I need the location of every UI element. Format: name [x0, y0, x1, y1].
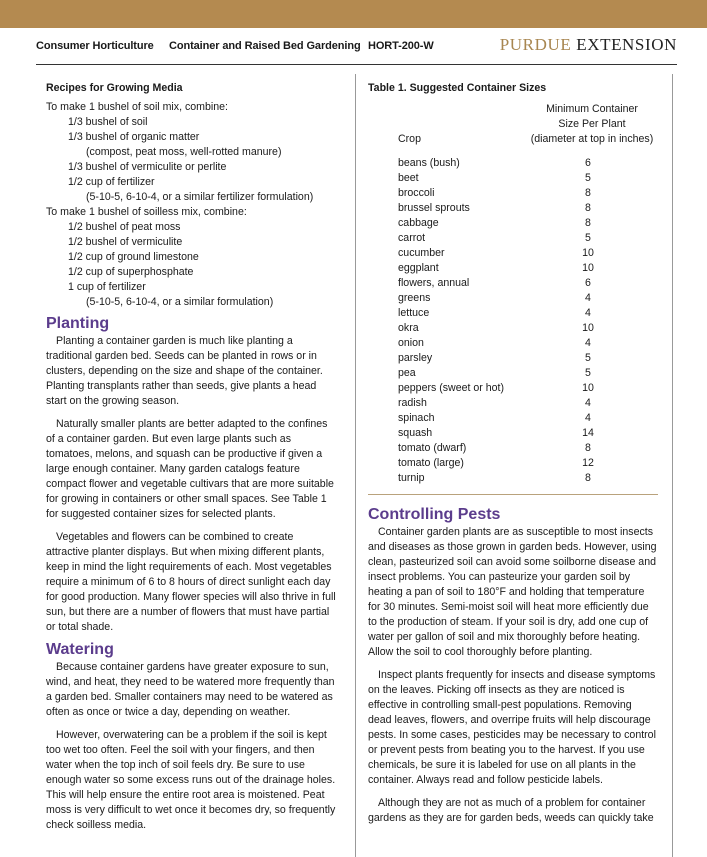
table-cell-crop: pea: [398, 367, 416, 379]
table-cell-size: 6: [585, 157, 591, 169]
table-cell-size: 5: [585, 352, 591, 364]
table-rule: [368, 494, 658, 495]
table-cell-size: 8: [585, 442, 591, 454]
table-cell-size: 5: [585, 232, 591, 244]
table-cell-size: 8: [585, 187, 591, 199]
table-row: [368, 246, 658, 261]
table-cell-size: 4: [585, 412, 591, 424]
watering-heading: Watering: [46, 641, 114, 658]
recipe-line: 1/3 bushel of vermiculite or perlite: [68, 161, 227, 173]
table-cell-crop: lettuce: [398, 307, 430, 319]
table-cell-size: 8: [585, 217, 591, 229]
table-cell-size: 8: [585, 202, 591, 214]
table-header-size-line: (diameter at top in inches): [530, 133, 654, 145]
table-row: [368, 231, 658, 246]
recipe-line: 1/2 bushel of peat moss: [68, 221, 181, 233]
recipe-note: (5-10-5, 6-10-4, or a similar formulation): [86, 296, 274, 308]
planting-paragraph-3: Vegetables and flowers can be combined to create attractive planter displays. But when mixing different plants, keep in mind the light requirements of each. Most vegetables require a minimum of 6 to 8 hours of direct sunlight each day for good production. Many flower species will also thrive in full sun, but there are a number of flowers that must have partial or total shade.: [46, 531, 336, 633]
recipe-line: 1/2 cup of ground limestone: [68, 251, 199, 263]
table-row: [368, 291, 658, 306]
table-cell-crop: beans (bush): [398, 157, 460, 169]
pests-heading: Controlling Pests: [368, 506, 501, 523]
brand-purdue: PURDUE: [499, 35, 572, 54]
table-header: [368, 102, 658, 146]
top-color-band: [0, 0, 707, 28]
watering-paragraph-1: Because container gardens have greater exposure to sun, wind, and heat, they need to be watered more frequently than a garden bed. Smaller containers may need to be watered as often as once or twice a day, depending on weather.: [46, 661, 335, 718]
table-cell-size: 4: [585, 292, 591, 304]
table-cell-size: 4: [585, 397, 591, 409]
table-cell-size: 10: [582, 262, 594, 274]
table-cell-crop: turnip: [398, 472, 425, 484]
planting-heading: Planting: [46, 315, 110, 332]
table-cell-crop: greens: [398, 292, 431, 304]
table-row: [368, 306, 658, 321]
table-row: [368, 471, 658, 486]
table-header-size-line: Size Per Plant: [558, 118, 626, 130]
table-cell-crop: radish: [398, 397, 427, 409]
table-row: [368, 171, 658, 186]
right-column: [368, 81, 658, 826]
table-cell-size: 10: [582, 247, 594, 259]
table-row: [368, 321, 658, 336]
table-cell-crop: peppers (sweet or hot): [398, 382, 504, 394]
recipe-line: 1/2 cup of fertilizer: [68, 176, 155, 188]
table-row: [368, 351, 658, 366]
table-row: [368, 396, 658, 411]
purdue-extension-logo: [500, 35, 677, 55]
table-header-size-line: Minimum Container: [546, 103, 638, 115]
soilless-mix-intro: To make 1 bushel of soilless mix, combine:: [46, 206, 247, 218]
table-header-size: [530, 102, 654, 147]
table-cell-crop: spinach: [398, 412, 435, 424]
table-row: [368, 261, 658, 276]
recipe-line: 1/2 bushel of vermiculite: [68, 236, 183, 248]
table-row: [368, 426, 658, 441]
table-cell-size: 4: [585, 337, 591, 349]
recipe-note: (5-10-5, 6-10-4, or a similar fertilizer formulation): [86, 191, 314, 203]
table-cell-size: 8: [585, 472, 591, 484]
table-cell-crop: beet: [398, 172, 419, 184]
table-body: [368, 156, 658, 486]
brand-extension: EXTENSION: [576, 35, 677, 54]
table-cell-crop: okra: [398, 322, 419, 334]
table-row: [368, 216, 658, 231]
table-cell-crop: parsley: [398, 352, 433, 364]
recipe-line: 1/3 bushel of organic matter: [68, 131, 200, 143]
header-section: Consumer Horticulture: [36, 40, 154, 52]
header-code: HORT-200-W: [368, 40, 434, 52]
table-cell-size: 10: [582, 382, 594, 394]
table-cell-size: 5: [585, 367, 591, 379]
table-cell-size: 12: [582, 457, 594, 469]
pests-paragraph-3: Although they are not as much of a problem for container gardens as they are for garden beds, weeds can quickly take: [368, 797, 654, 824]
table-row: [368, 456, 658, 471]
table-header-crop: Crop: [398, 133, 421, 145]
table-title: Table 1. Suggested Container Sizes: [368, 82, 547, 94]
table-row: [368, 411, 658, 426]
table-cell-crop: broccoli: [398, 187, 435, 199]
watering-paragraph-2: However, overwatering can be a problem if the soil is kept too wet too often. Feel the soil with your fingers, and then water when the top inch of soil feels dry. Be sure to use enough water so some excess runs out of the drainage holes. This will help ensure the entire root area is moistened. Peat moss is very difficult to wet once it becomes dry, so frequently check soilless media.: [46, 729, 336, 831]
pests-paragraph-2: Inspect plants frequently for insects and disease symptoms on the leaves. Picking off insects as they are noticed is effective in controlling small-pest populations. Removing dead leaves, flowers, and overripe fruits will help discourage pests. In some cases, pesticides may be necessary to control or prevent pests from beating you to the harvest. If you use chemicals, be sure it is labeled for use on all plants in the container. Always read and follow pesticide labels.: [368, 669, 656, 786]
table-cell-size: 4: [585, 307, 591, 319]
header-rule: [36, 64, 677, 65]
table-cell-crop: cabbage: [398, 217, 439, 229]
recipe-line: 1/3 bushel of soil: [68, 116, 148, 128]
soil-mix-intro: To make 1 bushel of soil mix, combine:: [46, 101, 228, 113]
table-cell-crop: eggplant: [398, 262, 439, 274]
header-title: Container and Raised Bed Gardening: [169, 40, 361, 52]
recipe-line: 1/2 cup of superphosphate: [68, 266, 194, 278]
table-row: [368, 366, 658, 381]
table-cell-crop: carrot: [398, 232, 426, 244]
table-cell-size: 14: [582, 427, 594, 439]
table-row: [368, 201, 658, 216]
table-row: [368, 336, 658, 351]
table-row: [368, 186, 658, 201]
table-row: [368, 156, 658, 171]
table-cell-size: 10: [582, 322, 594, 334]
table-cell-crop: flowers, annual: [398, 277, 470, 289]
table-row: [368, 381, 658, 396]
table-row: [368, 276, 658, 291]
table-cell-crop: brussel sprouts: [398, 202, 470, 214]
page-header: [36, 35, 677, 56]
recipes-title: Recipes for Growing Media: [46, 82, 183, 94]
table-cell-size: 5: [585, 172, 591, 184]
recipe-note: (compost, peat moss, well-rotted manure): [86, 146, 282, 158]
planting-paragraph-1: Planting a container garden is much like planting a traditional garden bed. Seeds can be planted in rows or in clusters, depending on the size and shape of the container. Planting transplants rather than seeds, give plants a head start on the growing season.: [46, 335, 323, 407]
table-cell-crop: squash: [398, 427, 433, 439]
column-divider-right: [672, 74, 673, 857]
left-column: [46, 81, 338, 833]
table-cell-crop: tomato (dwarf): [398, 442, 467, 454]
recipe-line: 1 cup of fertilizer: [68, 281, 146, 293]
column-divider-left: [355, 74, 356, 857]
planting-paragraph-2: Naturally smaller plants are better adapted to the confines of a container garden. But even large plants such as tomatoes, melons, and squash can be productive if given a large enough container. Many garden catalogs feature compact flower and vegetable cultivars that are more suitable for growing in containers or other small spaces. See Table 1 for suggested container sizes for selected plants.: [46, 418, 334, 520]
table-cell-crop: tomato (large): [398, 457, 464, 469]
table-cell-crop: cucumber: [398, 247, 445, 259]
table-row: [368, 441, 658, 456]
pests-paragraph-1: Container garden plants are as susceptible to most insects and diseases as those grown in garden beds. However, using clean, pasteurized soil can avoid some soilborne disease and insect problems. You can pasteurize your garden soil by heating a pan of soil to 180°F and holding that temperature for 30 minutes. Semi-moist soil will heat more efficiently due to the production of steam. If your soil is dry, add one cup of water per gallon of soil and mix thoroughly before heating. Allow the soil to cool thoroughly before planting.: [368, 526, 657, 658]
table-cell-crop: onion: [398, 337, 424, 349]
table-cell-size: 6: [585, 277, 591, 289]
